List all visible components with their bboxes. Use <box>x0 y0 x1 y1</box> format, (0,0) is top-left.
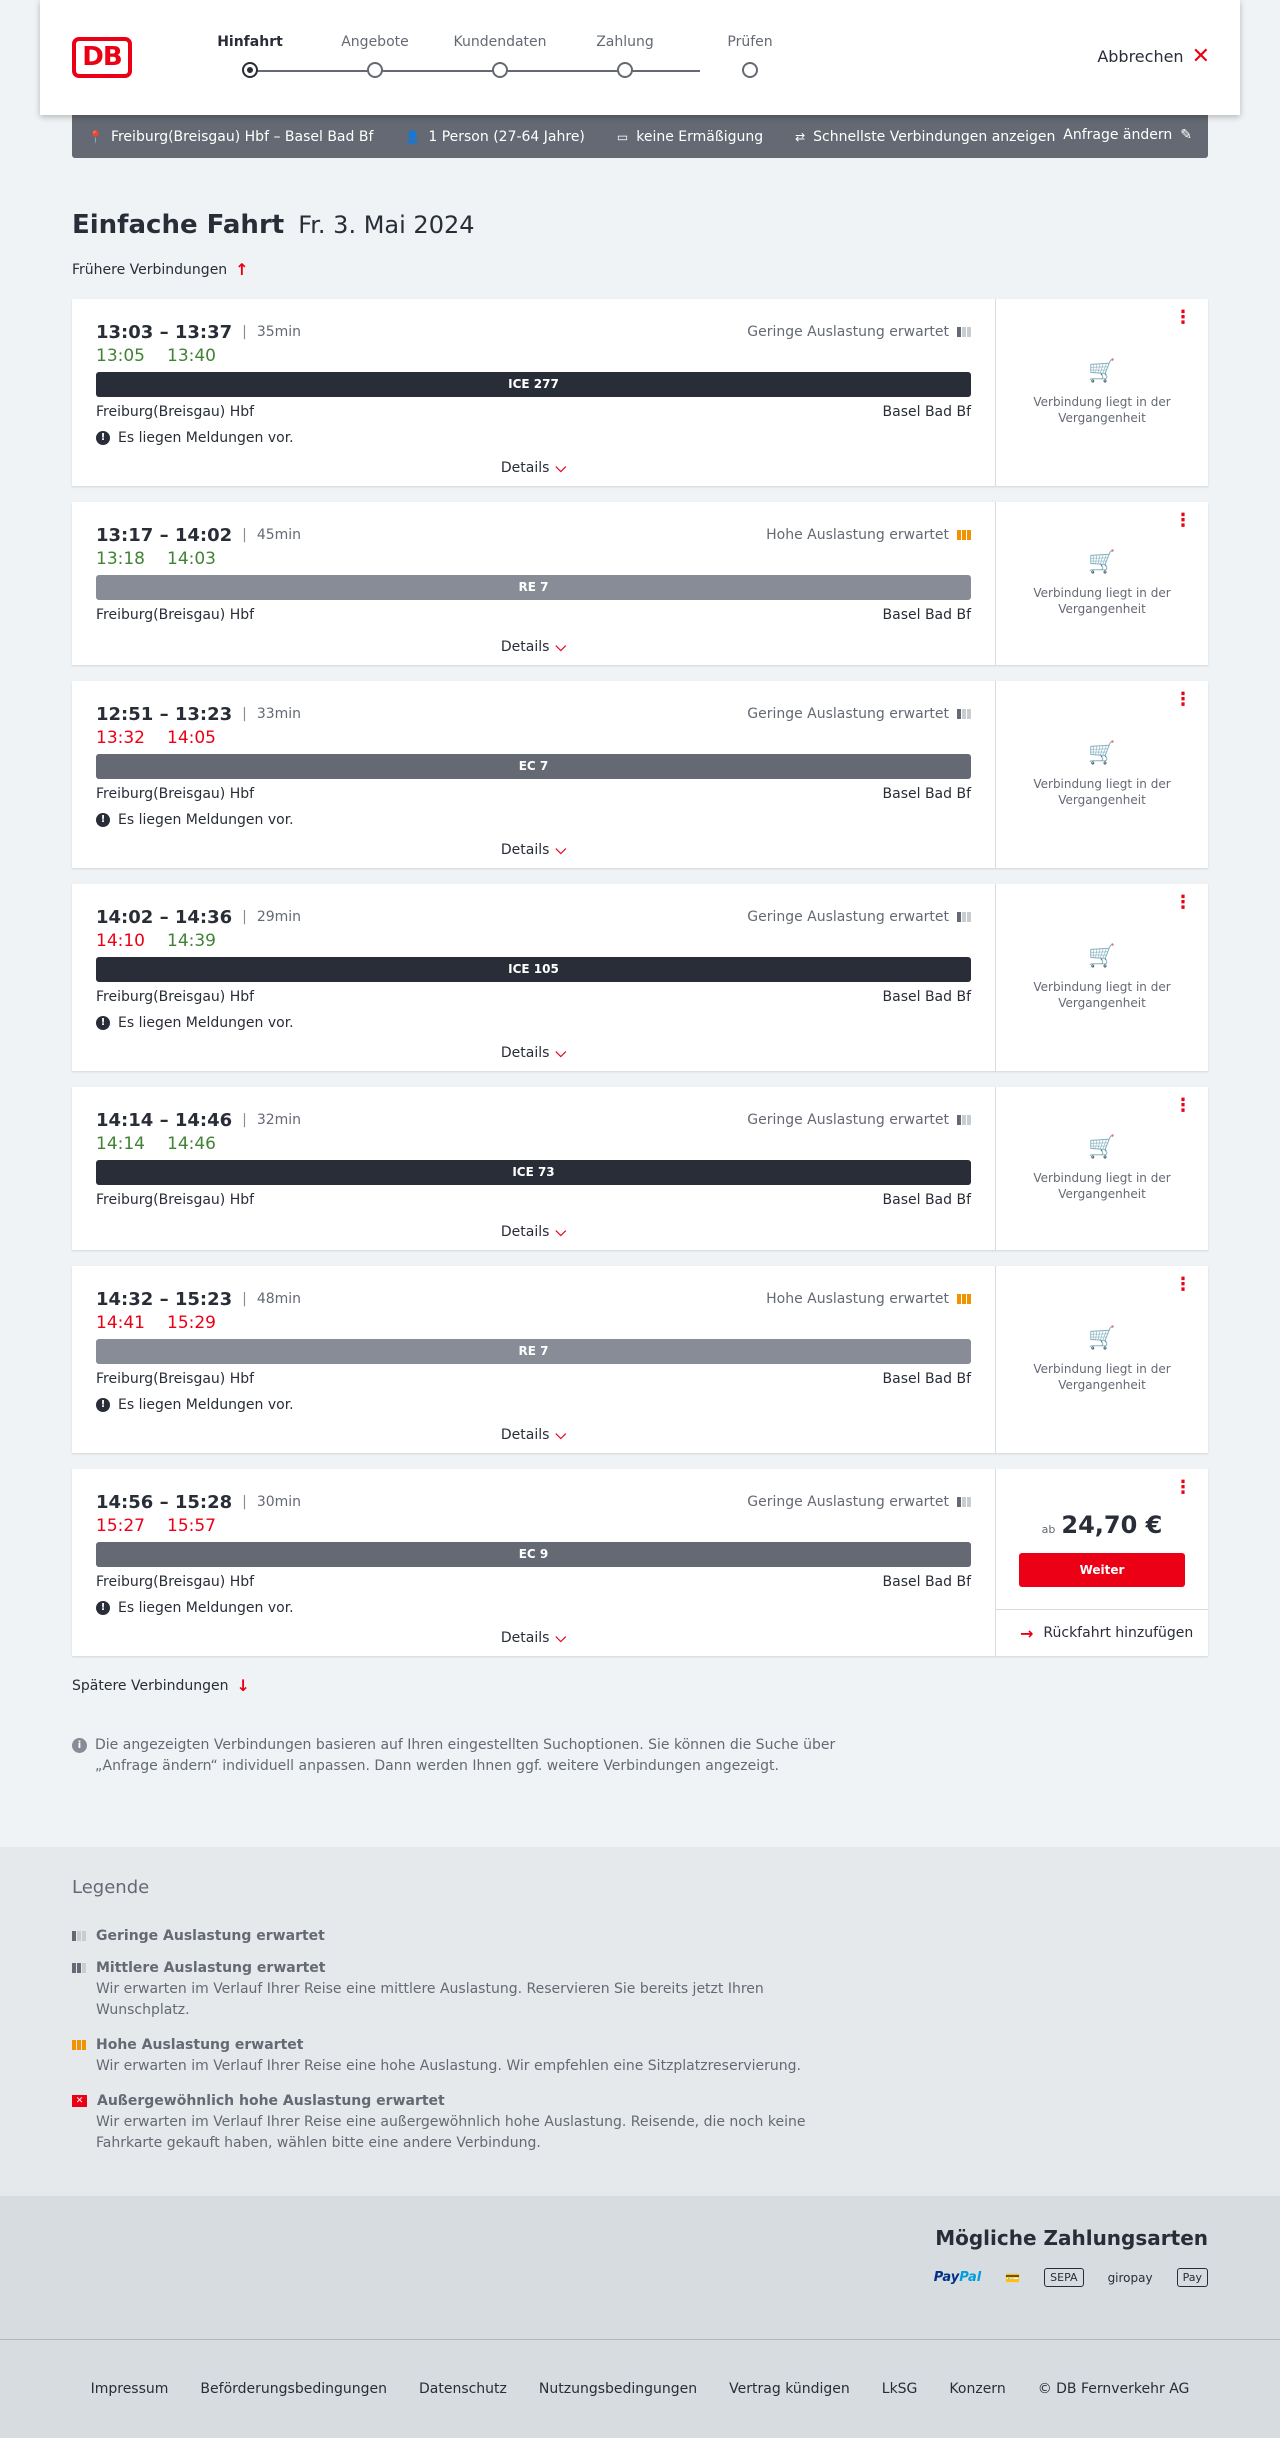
separator: | <box>242 1494 247 1510</box>
step-dot <box>742 62 758 78</box>
credit-card-icon: 💳 <box>1005 2270 1021 2285</box>
separator: | <box>242 909 247 925</box>
more-options-icon[interactable]: ⋮ <box>1174 1095 1192 1116</box>
load-low-icon <box>72 1931 86 1941</box>
payment-methods <box>0 2196 1280 2340</box>
load-high-icon <box>72 2040 86 2050</box>
load-text: Geringe Auslastung erwartet <box>747 324 949 340</box>
realtime-departure: 15:27 <box>96 1516 145 1536</box>
info-text: Die angezeigten Verbindungen basieren auf Ihren eingestellten Suchoptionen. Sie können die Suche über „Anfrage ändern“ individuell anpassen. Dann werden Ihnen ggf. weitere Verbindungen angezeigt. <box>95 1737 836 1774</box>
stations <box>96 1192 971 1212</box>
legend-item-exceptional <box>72 2093 1208 2154</box>
connection-header <box>96 1288 971 1310</box>
details-toggle[interactable] <box>96 448 971 486</box>
load-text: Hohe Auslastung erwartet <box>766 1291 949 1307</box>
legend-head: Außergewöhnlich hohe Auslastung erwartet <box>97 2093 445 2109</box>
details-label: Details <box>500 639 550 655</box>
train-bar: EC 7 <box>96 754 971 779</box>
load-text: Geringe Auslastung erwartet <box>747 1112 949 1128</box>
cancel-button[interactable] <box>1097 43 1210 69</box>
step-label: Prüfen <box>727 34 773 50</box>
connection-card[interactable] <box>72 1469 1208 1656</box>
message-note <box>96 1395 971 1415</box>
cart-unavailable-icon: 🛒 <box>1088 1326 1116 1351</box>
price-value: 24,70 € <box>1061 1511 1163 1539</box>
footer-link-befoerderungsbedingungen[interactable]: Beförderungsbedingungen <box>200 2381 387 2397</box>
footer-copyright: © DB Fernverkehr AG <box>1037 2381 1190 2397</box>
load-low-icon <box>957 1497 971 1507</box>
message-note <box>96 428 971 448</box>
legend-desc: Wir erwarten im Verlauf Ihrer Reise eine außergewöhnlich hohe Auslastung. Reisende, die noch keine Fahrkarte gekauft haben, wählen bitte eine andere Verbindung. <box>96 2114 806 2151</box>
duration: 33min <box>256 706 302 722</box>
load-indicator <box>747 1494 971 1510</box>
fastest-text: Schnellste Verbindungen anzeigen <box>813 128 1056 145</box>
more-options-icon[interactable]: ⋮ <box>1174 892 1192 913</box>
later-label: Spätere Verbindungen <box>72 1677 229 1694</box>
past-text: Verbindung liegt in der Vergangenheit <box>1033 586 1171 616</box>
chevron-down-icon: ⌵ <box>555 1224 567 1240</box>
price-prefix: ab <box>1041 1523 1056 1536</box>
origin-station: Freiburg(Breisgau) Hbf <box>96 607 255 623</box>
connection-info <box>72 1469 995 1656</box>
connection-header <box>96 1109 971 1131</box>
origin-station: Freiburg(Breisgau) Hbf <box>96 1371 255 1387</box>
info-icon: i <box>72 1738 87 1753</box>
origin-station: Freiburg(Breisgau) Hbf <box>96 1574 255 1590</box>
load-indicator <box>766 527 971 543</box>
details-toggle[interactable] <box>96 1033 971 1071</box>
scheduled-times: 14:56 – 15:28 <box>96 1491 233 1513</box>
legend-head: Hohe Auslastung erwartet <box>96 2037 304 2053</box>
realtime-times <box>96 1513 971 1539</box>
scheduled-times: 14:14 – 14:46 <box>96 1109 233 1131</box>
realtime-departure: 14:14 <box>96 1134 145 1154</box>
message-text: Es liegen Meldungen vor. <box>118 1600 294 1616</box>
booking-panel <box>995 1087 1208 1250</box>
stations <box>96 786 971 806</box>
origin-station: Freiburg(Breisgau) Hbf <box>96 786 255 802</box>
details-label: Details <box>500 1427 550 1443</box>
message-text: Es liegen Meldungen vor. <box>118 1397 294 1413</box>
info-note <box>72 1735 852 1777</box>
price <box>1042 1511 1163 1539</box>
separator: | <box>242 527 247 543</box>
message-text: Es liegen Meldungen vor. <box>118 430 294 446</box>
destination-station: Basel Bad Bf <box>882 1574 971 1590</box>
more-options-icon[interactable]: ⋮ <box>1174 510 1192 531</box>
realtime-times <box>96 1310 971 1336</box>
scheduled-times: 14:02 – 14:36 <box>96 906 233 928</box>
duration: 45min <box>256 527 302 543</box>
load-low-icon <box>957 327 971 337</box>
load-indicator <box>766 1291 971 1307</box>
destination-station: Basel Bad Bf <box>882 607 971 623</box>
booking-panel <box>995 299 1208 486</box>
trip-type-title: Einfache Fahrt <box>72 210 285 240</box>
step-label: Zahlung <box>596 34 654 50</box>
stations <box>96 607 971 627</box>
payment-title: Mögliche Zahlungsarten <box>935 2226 1208 2250</box>
summary-fastest <box>795 129 1055 145</box>
bahncard-icon: ▭ <box>616 129 629 144</box>
connection-card[interactable] <box>72 1087 1208 1250</box>
separator: | <box>242 324 247 340</box>
connection-card[interactable] <box>72 884 1208 1071</box>
pencil-icon: ✎ <box>1180 127 1192 143</box>
load-low-icon <box>957 1115 971 1125</box>
chevron-down-icon: ⌵ <box>555 460 567 476</box>
connection-header <box>96 524 971 546</box>
legend-desc: Wir erwarten im Verlauf Ihrer Reise eine mittlere Auslastung. Reservieren Sie bereits jetzt Ihren Wunschplatz. <box>96 1981 764 2018</box>
load-text: Geringe Auslastung erwartet <box>747 909 949 925</box>
stations <box>96 404 971 424</box>
booking-panel <box>995 1469 1208 1656</box>
swap-arrows-icon: ⇄ <box>795 129 806 144</box>
more-options-icon[interactable]: ⋮ <box>1174 1477 1192 1498</box>
past-text: Verbindung liegt in der Vergangenheit <box>1033 777 1171 807</box>
duration: 35min <box>256 324 302 340</box>
origin-station: Freiburg(Breisgau) Hbf <box>96 404 255 420</box>
scheduled-times: 13:17 – 14:02 <box>96 524 233 546</box>
step-zahlung[interactable] <box>565 34 685 78</box>
realtime-departure: 14:10 <box>96 931 145 951</box>
train-bar: EC 9 <box>96 1542 971 1567</box>
arrow-right-icon: → <box>1020 1623 1034 1643</box>
footer-link-lksg[interactable]: LkSG <box>881 2381 918 2397</box>
origin-station: Freiburg(Breisgau) Hbf <box>96 1192 255 1208</box>
payment-icons <box>934 2268 1208 2287</box>
change-request-button[interactable] <box>1063 127 1192 143</box>
route-text: Freiburg(Breisgau) Hbf – Basel Bad Bf <box>110 128 374 145</box>
connection-card[interactable] <box>72 502 1208 665</box>
step-label: Angebote <box>341 34 409 50</box>
train-bar: RE 7 <box>96 575 971 600</box>
realtime-times <box>96 546 971 572</box>
alert-icon: ! <box>96 431 110 445</box>
realtime-arrival: 14:03 <box>167 549 216 569</box>
legend-desc: Wir erwarten im Verlauf Ihrer Reise eine hohe Auslastung. Wir empfehlen eine Sitzplatzreservierung. <box>96 2058 801 2074</box>
footer-link-datenschutz[interactable]: Datenschutz <box>418 2381 507 2397</box>
page-title <box>72 210 1208 240</box>
alert-icon: ! <box>96 1398 110 1412</box>
details-toggle[interactable] <box>96 1212 971 1250</box>
scheduled-times: 13:03 – 13:37 <box>96 321 233 343</box>
load-indicator <box>747 909 971 925</box>
later-connections-link[interactable] <box>72 1676 1208 1695</box>
header <box>40 0 1240 115</box>
load-indicator <box>747 706 971 722</box>
duration: 29min <box>256 909 302 925</box>
load-mid-icon <box>72 1963 86 1973</box>
details-toggle[interactable] <box>96 1415 971 1453</box>
train-bar: RE 7 <box>96 1339 971 1364</box>
realtime-arrival: 14:05 <box>167 728 216 748</box>
past-text: Verbindung liegt in der Vergangenheit <box>1033 980 1171 1010</box>
scheduled-times: 14:32 – 15:23 <box>96 1288 233 1310</box>
past-text: Verbindung liegt in der Vergangenheit <box>1033 1362 1171 1392</box>
connection-header <box>96 321 971 343</box>
alert-icon: ! <box>96 1016 110 1030</box>
connection-info <box>72 884 995 1071</box>
separator: | <box>242 1291 247 1307</box>
step-hinfahrt[interactable] <box>190 34 310 78</box>
step-dot <box>617 62 633 78</box>
train-bar: ICE 73 <box>96 1160 971 1185</box>
step-angebote[interactable] <box>315 34 435 78</box>
legend-item-low <box>72 1928 1208 1944</box>
details-toggle[interactable] <box>96 627 971 665</box>
footer-link-impressum[interactable]: Impressum <box>90 2381 169 2397</box>
destination-station: Basel Bad Bf <box>882 989 971 1005</box>
message-text: Es liegen Meldungen vor. <box>118 812 294 828</box>
connection-info <box>72 502 995 665</box>
cart-unavailable-icon: 🛒 <box>1088 359 1116 384</box>
step-dot <box>367 62 383 78</box>
step-label: Hinfahrt <box>217 34 283 50</box>
footer-link-konzern[interactable]: Konzern <box>949 2381 1006 2397</box>
realtime-arrival: 15:57 <box>167 1516 216 1536</box>
separator: | <box>242 1112 247 1128</box>
chevron-down-icon: ⌵ <box>555 1630 567 1646</box>
message-note <box>96 810 971 830</box>
load-text: Geringe Auslastung erwartet <box>747 706 949 722</box>
alert-icon: ! <box>96 813 110 827</box>
load-low-icon <box>957 709 971 719</box>
cart-unavailable-icon: 🛒 <box>1088 550 1116 575</box>
footer-link-nutzungsbedingungen[interactable]: Nutzungsbedingungen <box>538 2381 698 2397</box>
realtime-times <box>96 725 971 751</box>
step-label: Kundendaten <box>453 34 547 50</box>
summary-route <box>88 129 373 145</box>
booking-panel <box>995 1266 1208 1453</box>
legend-item-high <box>72 2037 1208 2077</box>
realtime-times <box>96 928 971 954</box>
connection-info <box>72 681 995 868</box>
chevron-down-icon: ⌵ <box>555 842 567 858</box>
realtime-arrival: 14:46 <box>167 1134 216 1154</box>
continue-button[interactable]: Weiter <box>1019 1553 1185 1587</box>
earlier-connections-link[interactable] <box>72 260 1208 279</box>
stations <box>96 1574 971 1594</box>
connection-info <box>72 1087 995 1250</box>
step-dot <box>492 62 508 78</box>
legend-item-mid <box>72 1960 1208 2021</box>
chevron-down-icon: ⌵ <box>555 639 567 655</box>
booking-panel <box>995 502 1208 665</box>
more-options-icon[interactable]: ⋮ <box>1174 689 1192 710</box>
load-high-icon <box>957 530 971 540</box>
load-indicator <box>747 1112 971 1128</box>
close-icon: ✕ <box>1191 43 1210 69</box>
progress-stepper <box>180 34 780 84</box>
destination-station: Basel Bad Bf <box>882 1371 971 1387</box>
realtime-times <box>96 1131 971 1157</box>
booking-panel <box>995 884 1208 1071</box>
summary-discount <box>617 129 763 145</box>
load-text: Geringe Auslastung erwartet <box>747 1494 949 1510</box>
details-label: Details <box>500 842 550 858</box>
persons-text: 1 Person (27-64 Jahre) <box>428 128 585 145</box>
details-toggle[interactable] <box>96 830 971 868</box>
legend-title: Legende <box>72 1877 150 1898</box>
message-note <box>96 1598 971 1618</box>
step-kundendaten[interactable] <box>440 34 560 78</box>
realtime-departure: 13:05 <box>96 346 145 366</box>
origin-station: Freiburg(Breisgau) Hbf <box>96 989 255 1005</box>
connection-header <box>96 906 971 928</box>
paypal-icon: PayPal <box>933 2270 982 2285</box>
details-label: Details <box>500 460 550 476</box>
scheduled-times: 12:51 – 13:23 <box>96 703 233 725</box>
step-dot <box>242 62 258 78</box>
apple-pay-icon: Pay <box>1177 2268 1208 2287</box>
stations <box>96 1371 971 1391</box>
duration: 30min <box>256 1494 302 1510</box>
booking-panel <box>995 681 1208 868</box>
location-pin-icon: 📍 <box>88 129 103 144</box>
realtime-departure: 14:41 <box>96 1313 145 1333</box>
step-pruefen[interactable] <box>690 34 810 78</box>
arrow-down-icon: ↓ <box>236 1676 250 1695</box>
details-label: Details <box>500 1045 550 1061</box>
details-label: Details <box>500 1224 550 1240</box>
connection-list <box>72 299 1208 1656</box>
message-text: Es liegen Meldungen vor. <box>118 1015 294 1031</box>
discount-text: keine Ermäßigung <box>636 128 764 145</box>
earlier-label: Frühere Verbindungen <box>72 261 228 278</box>
train-bar: ICE 277 <box>96 372 971 397</box>
cart-unavailable-icon: 🛒 <box>1088 1135 1116 1160</box>
cancel-label: Abbrechen <box>1097 47 1184 66</box>
load-low-icon <box>957 912 971 922</box>
alert-icon: ! <box>96 1601 110 1615</box>
chevron-down-icon: ⌵ <box>555 1427 567 1443</box>
db-logo[interactable]: DB <box>72 37 132 78</box>
summary-persons <box>405 129 585 145</box>
destination-station: Basel Bad Bf <box>882 786 971 802</box>
load-text: Hohe Auslastung erwartet <box>766 527 949 543</box>
change-request-label: Anfrage ändern <box>1063 127 1173 143</box>
footer-link-vertrag-kuendigen[interactable]: Vertrag kündigen <box>729 2381 850 2397</box>
load-indicator <box>747 324 971 340</box>
legend-head: Geringe Auslastung erwartet <box>96 1928 325 1944</box>
train-bar: ICE 105 <box>96 957 971 982</box>
connection-info <box>72 1266 995 1453</box>
person-icon: 👤 <box>405 129 421 144</box>
cart-unavailable-icon: 🛒 <box>1088 944 1116 969</box>
destination-station: Basel Bad Bf <box>882 404 971 420</box>
footer <box>0 2340 1280 2438</box>
realtime-arrival: 15:29 <box>167 1313 216 1333</box>
past-text: Verbindung liegt in der Vergangenheit <box>1033 395 1171 425</box>
realtime-departure: 13:18 <box>96 549 145 569</box>
more-options-icon[interactable]: ⋮ <box>1174 1274 1192 1295</box>
giropay-icon: giropay <box>1107 2270 1153 2285</box>
connection-info <box>72 299 995 486</box>
details-label: Details <box>500 1630 550 1646</box>
legend-head: Mittlere Auslastung erwartet <box>96 1960 326 1976</box>
past-text: Verbindung liegt in der Vergangenheit <box>1033 1171 1171 1201</box>
add-return-trip-button[interactable] <box>996 1609 1208 1656</box>
realtime-times <box>96 343 971 369</box>
chevron-down-icon: ⌵ <box>555 1045 567 1061</box>
return-trip-label: Rückfahrt hinzufügen <box>1043 1625 1194 1641</box>
connection-card[interactable] <box>72 299 1208 486</box>
details-toggle[interactable] <box>96 1618 971 1656</box>
realtime-departure: 13:32 <box>96 728 145 748</box>
cart-unavailable-icon: 🛒 <box>1088 741 1116 766</box>
more-options-icon[interactable]: ⋮ <box>1174 307 1192 328</box>
message-note <box>96 1013 971 1033</box>
arrow-up-icon: ↑ <box>235 260 249 279</box>
separator: | <box>242 706 247 722</box>
connection-header <box>96 1491 971 1513</box>
search-summary-bar <box>72 115 1208 158</box>
sepa-icon: SEPA <box>1044 2268 1083 2287</box>
connection-header <box>96 703 971 725</box>
load-exceptional-icon: ✕ <box>72 2095 87 2107</box>
destination-station: Basel Bad Bf <box>882 1192 971 1208</box>
duration: 32min <box>256 1112 302 1128</box>
duration: 48min <box>256 1291 302 1307</box>
legend <box>0 1847 1280 2196</box>
realtime-arrival: 13:40 <box>167 346 216 366</box>
realtime-arrival: 14:39 <box>167 931 216 951</box>
connection-card[interactable] <box>72 681 1208 868</box>
connection-card[interactable] <box>72 1266 1208 1453</box>
stations <box>96 989 971 1009</box>
trip-date: Fr. 3. Mai 2024 <box>298 211 475 239</box>
load-high-icon <box>957 1294 971 1304</box>
